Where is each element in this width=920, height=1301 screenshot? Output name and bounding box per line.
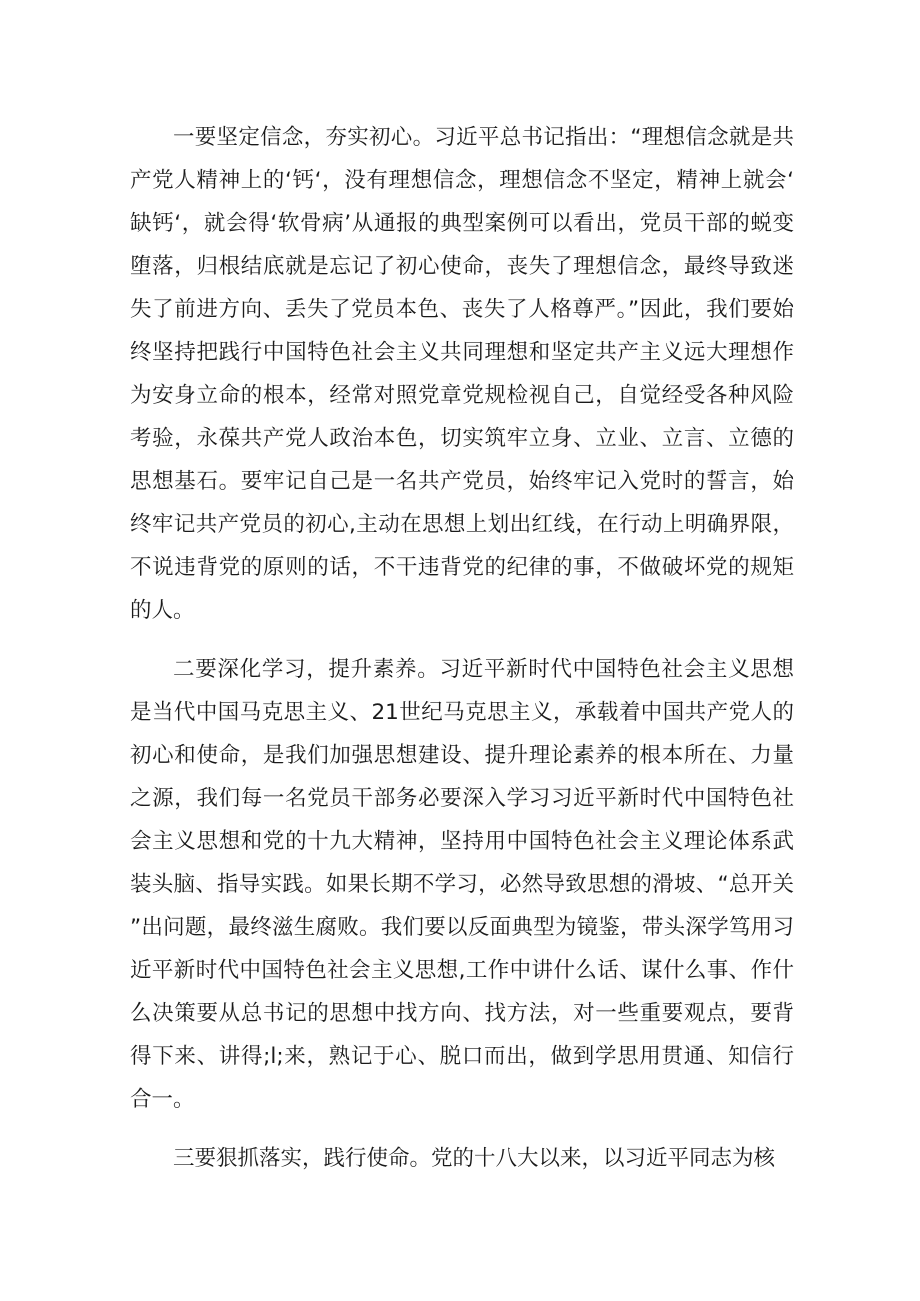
paragraph-3: 三要狠抓落实，践行使命。党的十八大以来，以习近平同志为核 (173, 1146, 776, 1171)
body-text (130, 116, 794, 1196)
paragraph-1: 一要坚定信念，夯实初心。习近平总书记指出：“理想信念就是共产党人精神上的‘钙‘，没有理想信念，理想信念不坚定，精神上就会‘缺钙‘，就会得‘软骨病’从通报的典型案例可以看出，党员干部的蜕变堕落，归根结底就是忘记了初心使命，丧失了理想信念，最终导致迷失了前进方向、丢失了党员本色、丧失了人格尊严。”因此，我们要始终坚持把践行中国特色社会主义共同理想和坚定共产主义远大理想作为安身立命的根本，经常对照党章党规检视自己，自觉经受各种风险考验，永葆共产党人政治本色，切实筑牢立身、立业、立言、立德的思想基石。要牢记自己是一名共产党员，始终牢记入党时的誓言，始终牢记共产党员的初心,主动在思想上划出红线，在行动上明确界限，不说违背党的原则的话，不干违背党的纪律的事，不做破坏党的规矩的人。 (130, 125, 794, 623)
paragraph-2: 二要深化学习，提升素养。习近平新时代中国特色社会主义思想是当代中国马克思主义、21世纪马克思主义，承载着中国共产党人的初心和使命，是我们加强思想建设、提升理论素养的根本所在、力量之源，我们每一名党员干部务必要深入学习习近平新时代中国特色社会主义思想和党的十九大精神，坚持用中国特色社会主义理论体系武装头脑、指导实践。如果长期不学习，必然导致思想的滑坡、“总开关”出问题，最终滋生腐败。我们要以反面典型为镜鉴，带头深学笃用习近平新时代中国特色社会主义思想,工作中讲什么话、谋什么事、作什么决策要从总书记的思想中找方向、找方法，对一些重要观点，要背得下来、讲得;l;来，熟记于心、脱口而出，做到学思用贯通、知信行合一。 (130, 657, 794, 1112)
